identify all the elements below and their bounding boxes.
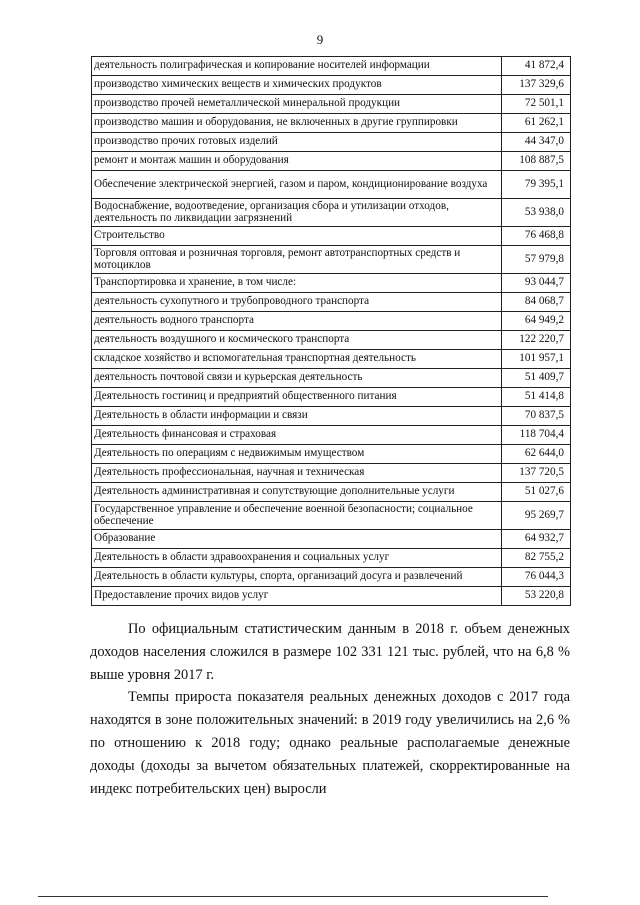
income-value-cell: 79 395,1	[502, 171, 571, 199]
table-row	[92, 587, 571, 606]
activity-name-cell: производство машин и оборудования, не включенных в другие группировки	[92, 114, 502, 133]
table-row	[92, 171, 571, 199]
table-row	[92, 445, 571, 464]
activity-name-cell: Деятельность профессиональная, научная и техническая	[92, 464, 502, 483]
activity-name-cell: Деятельность в области здравоохранения и социальных услуг	[92, 549, 502, 568]
activity-name-cell: Обеспечение электрической энергией, газом и паром, кондиционирование воздуха	[92, 171, 502, 199]
table-row	[92, 464, 571, 483]
table-row	[92, 227, 571, 246]
activity-name-cell: производство прочих готовых изделий	[92, 133, 502, 152]
activity-name-cell: складское хозяйство и вспомогательная транспортная деятельность	[92, 350, 502, 369]
activity-name-cell: Деятельность по операциям с недвижимым имуществом	[92, 445, 502, 464]
income-value-cell: 64 949,2	[502, 312, 571, 331]
table-row	[92, 133, 571, 152]
activity-name-cell: деятельность воздушного и космического транспорта	[92, 331, 502, 350]
income-value-cell: 122 220,7	[502, 331, 571, 350]
table-row	[92, 114, 571, 133]
income-value-cell: 51 414,8	[502, 388, 571, 407]
paragraph-income-2018: По официальным статистическим данным в 2018 г. объем денежных доходов населения сложился в размере 102 331 121 тыс. рублей, что на 6,8 % выше уровня 2017 г.	[90, 621, 570, 683]
income-value-cell: 82 755,2	[502, 549, 571, 568]
activity-name-cell: Транспортировка и хранение, в том числе:	[92, 274, 502, 293]
activity-name-cell: деятельность водного транспорта	[92, 312, 502, 331]
table-row	[92, 407, 571, 426]
table-row	[92, 312, 571, 331]
table-row	[92, 199, 571, 227]
table-row	[92, 152, 571, 171]
paragraph-income-growth: Темпы прироста показателя реальных денежных доходов с 2017 года находятся в зоне положительных значений: в 2019 году увеличились на 2,6 % по отношению к 2018 году; однако реальные располагаемые денежные доходы (доходы за вычетом обязательных платежей, скорректированные на индекс потребительских цен) выросли	[90, 689, 570, 797]
activity-name-cell: деятельность сухопутного и трубопроводного транспорта	[92, 293, 502, 312]
income-value-cell: 57 979,8	[502, 246, 571, 274]
income-value-cell: 95 269,7	[502, 502, 571, 530]
income-value-cell: 51 027,6	[502, 483, 571, 502]
income-value-cell: 84 068,7	[502, 293, 571, 312]
activity-name-cell: Предоставление прочих видов услуг	[92, 587, 502, 606]
table-row	[92, 274, 571, 293]
table-row	[92, 246, 571, 274]
activity-name-cell: Деятельность в области информации и связи	[92, 407, 502, 426]
income-value-cell: 51 409,7	[502, 369, 571, 388]
table-row	[92, 293, 571, 312]
income-value-cell: 118 704,4	[502, 426, 571, 445]
activity-name-cell: деятельность полиграфическая и копирование носителей информации	[92, 57, 502, 76]
table-row	[92, 568, 571, 587]
page-number: 9	[316, 32, 324, 47]
activity-name-cell: производство химических веществ и химических продуктов	[92, 76, 502, 95]
activity-name-cell: деятельность почтовой связи и курьерская деятельность	[92, 369, 502, 388]
income-value-cell: 44 347,0	[502, 133, 571, 152]
table-row	[92, 57, 571, 76]
footer-rule	[38, 896, 548, 897]
income-value-cell: 101 957,1	[502, 350, 571, 369]
income-value-cell: 61 262,1	[502, 114, 571, 133]
income-value-cell: 70 837,5	[502, 407, 571, 426]
table-row	[92, 369, 571, 388]
table-row	[92, 530, 571, 549]
income-value-cell: 108 887,5	[502, 152, 571, 171]
income-value-cell: 72 501,1	[502, 95, 571, 114]
income-value-cell: 76 044,3	[502, 568, 571, 587]
table-row	[92, 483, 571, 502]
activity-name-cell: производство прочей неметаллической минеральной продукции	[92, 95, 502, 114]
income-value-cell: 53 220,8	[502, 587, 571, 606]
income-value-cell: 41 872,4	[502, 57, 571, 76]
table-row	[92, 388, 571, 407]
activity-name-cell: Деятельность финансовая и страховая	[92, 426, 502, 445]
income-by-activity-table	[91, 56, 571, 606]
table-row	[92, 502, 571, 530]
activity-name-cell: ремонт и монтаж машин и оборудования	[92, 152, 502, 171]
income-value-cell: 64 932,7	[502, 530, 571, 549]
income-value-cell: 137 720,5	[502, 464, 571, 483]
table-row	[92, 350, 571, 369]
income-value-cell: 53 938,0	[502, 199, 571, 227]
activity-name-cell: Водоснабжение, водоотведение, организация сбора и утилизации отходов, деятельность по ликвидации загрязнений	[92, 199, 502, 227]
income-value-cell: 76 468,8	[502, 227, 571, 246]
income-value-cell: 93 044,7	[502, 274, 571, 293]
table-row	[92, 331, 571, 350]
table-row	[92, 549, 571, 568]
table-row	[92, 76, 571, 95]
activity-name-cell: Строительство	[92, 227, 502, 246]
activity-name-cell: Деятельность административная и сопутствующие дополнительные услуги	[92, 483, 502, 502]
activity-name-cell: Торговля оптовая и розничная торговля, ремонт автотранспортных средств и мотоциклов	[92, 246, 502, 274]
activity-name-cell: Деятельность гостиниц и предприятий общественного питания	[92, 388, 502, 407]
activity-name-cell: Образование	[92, 530, 502, 549]
table-row	[92, 95, 571, 114]
table-row	[92, 426, 571, 445]
activity-name-cell: Деятельность в области культуры, спорта, организаций досуга и развлечений	[92, 568, 502, 587]
income-value-cell: 62 644,0	[502, 445, 571, 464]
table-body	[92, 57, 571, 606]
activity-name-cell: Государственное управление и обеспечение военной безопасности; социальное обеспечение	[92, 502, 502, 530]
income-value-cell: 137 329,6	[502, 76, 571, 95]
